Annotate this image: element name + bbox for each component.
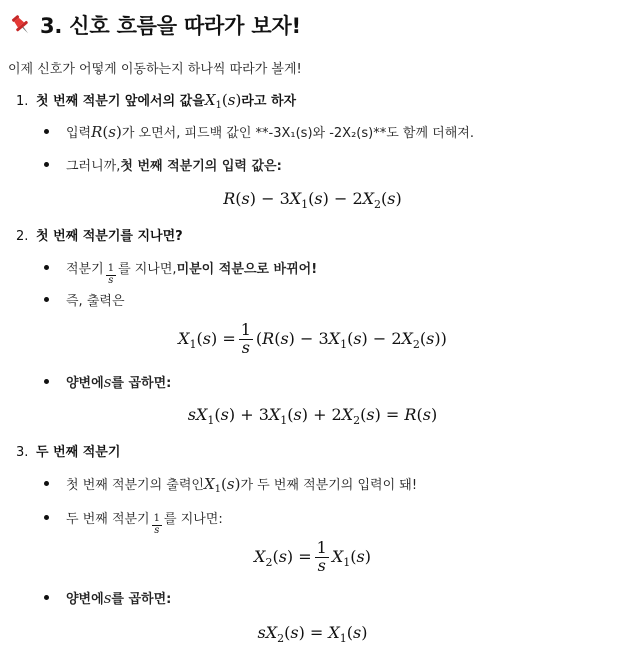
bullet-dot <box>44 265 49 270</box>
equation-x2-output: $X_2(s)$ = $\frac{1}{s}$ $X_1(s)$ <box>254 538 371 575</box>
bullet-text: 그러니까, <box>66 159 121 174</box>
list-number: 3. <box>16 445 29 460</box>
bullet-text: 즉, 출력은 <box>66 294 125 309</box>
title-text: 첫 번째 적분기를 지나면? <box>36 229 183 244</box>
bullet-text: 입력 <box>66 126 92 141</box>
bullet-text-mid: 를 지나면, <box>118 262 177 277</box>
bullet-text: 첫 번째 적분기의 출력인 <box>66 478 204 493</box>
bullet-item <box>44 122 474 141</box>
equation-sx1: $sX_1(s) + 3X_1(s) + 2X_2(s) = R(s)$ <box>187 405 438 427</box>
math-rs: R(s) <box>91 123 122 141</box>
math-x1s: $X_1(s)$ <box>204 91 242 111</box>
list-number: 2. <box>16 229 29 244</box>
math-x1s: $X_1(s)$ <box>203 475 241 495</box>
intro-text: 이제 신호가 어떻게 이동하는지 하나씩 따라가 볼게! <box>8 62 302 77</box>
bullet-item <box>44 474 417 495</box>
bullet-item <box>44 508 223 538</box>
bullet-bold-text-end: 를 곱하면: <box>111 592 172 607</box>
bullet-dot <box>44 162 49 167</box>
bullet-text: 두 번째 적분기 <box>66 512 150 527</box>
bullet-item <box>44 588 171 607</box>
title-text: 첫 번째 적분기 앞에서의 값을 <box>36 94 205 109</box>
bullet-text: 적분기 <box>66 262 104 277</box>
bullet-dot <box>44 595 49 600</box>
title-text-end: 라고 하자 <box>241 94 297 109</box>
math-fraction-1-over-s: $\frac{1}{s}$ <box>107 263 115 286</box>
list-item-2-title <box>16 225 183 244</box>
bullet-text-end: 를 지나면: <box>164 512 223 527</box>
bullet-bold-text: 첫 번째 적분기의 입력 값은: <box>120 159 282 174</box>
bullet-item <box>44 290 125 309</box>
title-text: 두 번째 적분기 <box>36 445 121 460</box>
bullet-dot <box>44 129 49 134</box>
bullet-item <box>44 155 282 174</box>
bullet-text-end: 가 두 번째 적분기의 입력이 돼! <box>240 478 418 493</box>
equation-x1-output: $X_1(s)$ = $\frac{1}{s}$ $(R(s) - 3X_1(s) - 2X_2(s))$ <box>178 320 447 357</box>
bullet-item <box>44 258 317 288</box>
bullet-bold-text: 양변에 <box>66 376 104 391</box>
heading-text: 3. 신호 흐름을 따라가 보자! <box>40 14 301 38</box>
math-fraction-1-over-s: $\frac{1}{s}$ <box>153 513 160 536</box>
bullet-bold-text: 미분이 적분으로 바뀌어! <box>176 262 318 277</box>
bullet-dot <box>44 379 49 384</box>
bullet-dot <box>44 481 49 486</box>
pushpin-icon <box>8 12 34 38</box>
section-heading <box>8 10 301 40</box>
bullet-item <box>44 372 171 391</box>
bullet-bold-text-end: 를 곱하면: <box>111 376 172 391</box>
bullet-text-end: 가 오면서, 피드백 값인 **-3X₁(s)와 -2X₂(s)**도 함께 더해져. <box>121 126 474 141</box>
bullet-dot <box>44 297 49 302</box>
math-s: s <box>103 373 112 391</box>
list-item-1-title <box>16 90 296 111</box>
equation-first-integrator-input: $R(s) - 3X_1(s) - 2X_2(s)$ <box>223 189 402 211</box>
math-s: s <box>103 589 112 607</box>
list-number: 1. <box>16 94 29 109</box>
bullet-dot <box>44 515 49 520</box>
bullet-bold-text: 양변에 <box>66 592 104 607</box>
equation-sx2: $sX_2(s) = X_1(s)$ <box>257 623 368 645</box>
list-item-3-title <box>16 441 120 460</box>
